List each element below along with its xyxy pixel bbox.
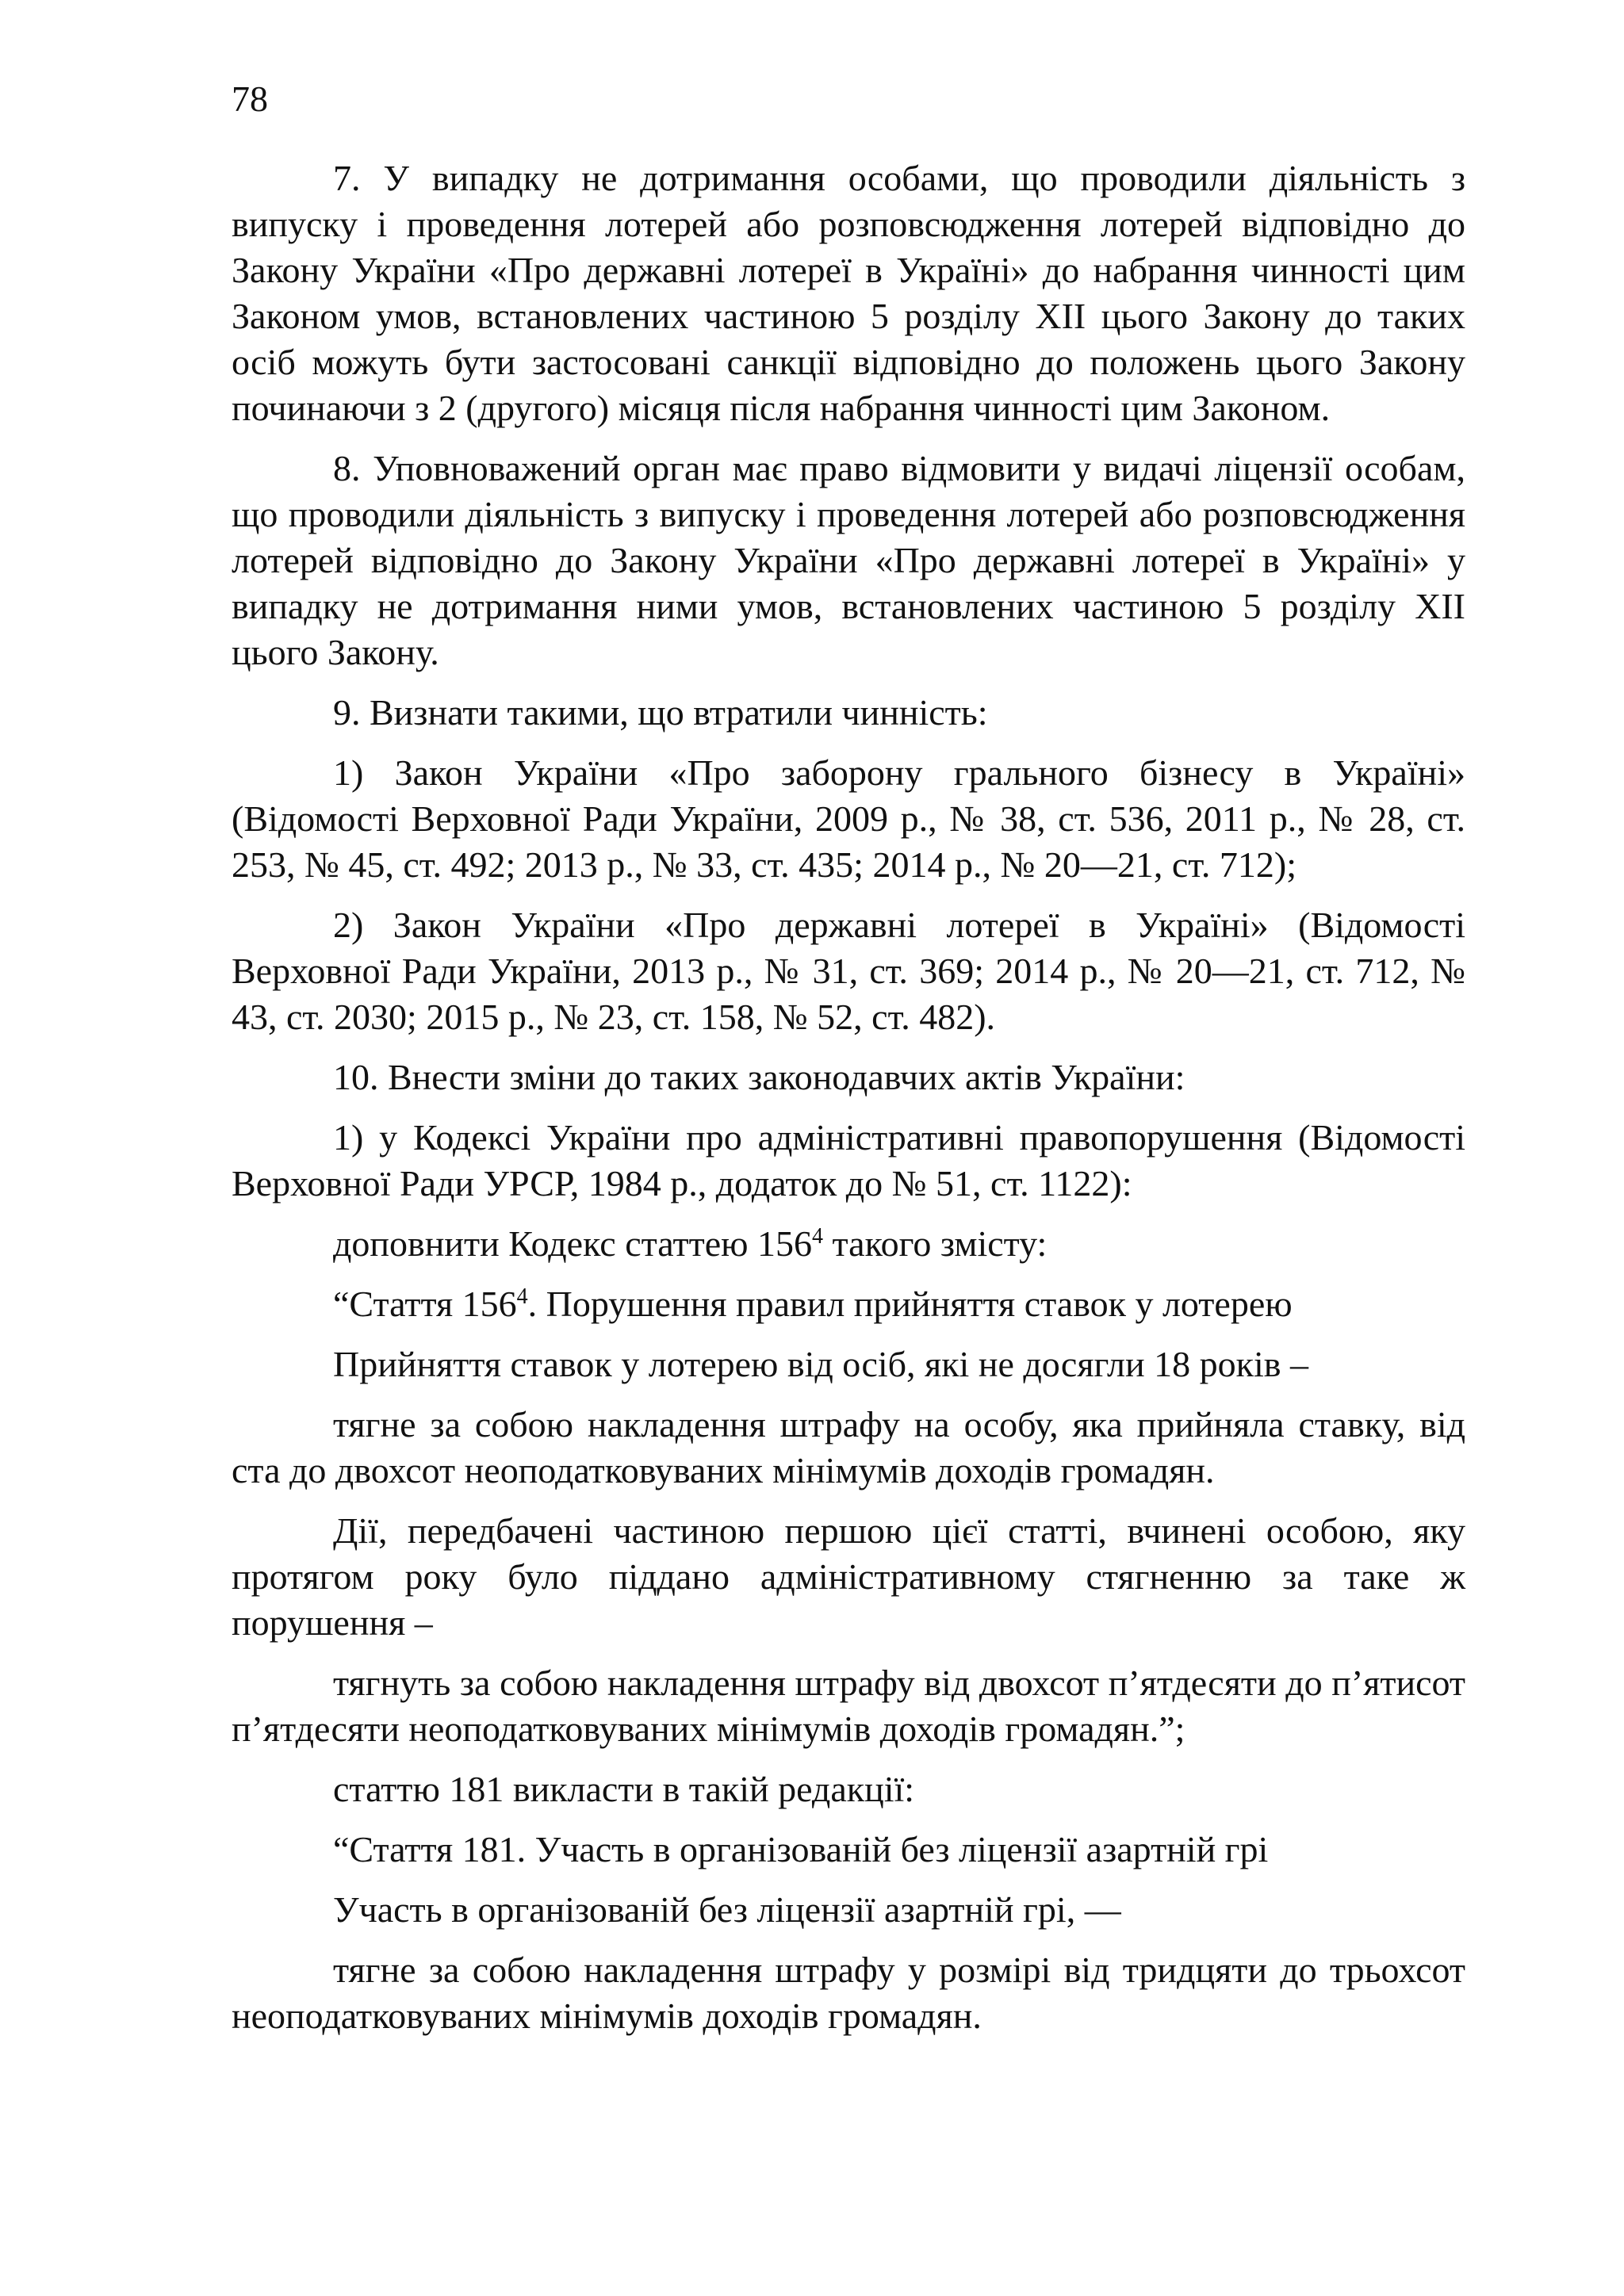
page-number: 78	[232, 78, 268, 119]
article-156-4-title-pre: “Стаття 156	[333, 1284, 517, 1324]
paragraph-9-item-1: 1) Закон України «Про заборону грального бізнесу в Україні» (Відомості Верховної Ради України, 2009 р., № 38, ст. 536, 2011 р., № 28, ст. 253, № 45, ст. 492; 2013 р., № 33, ст. 435; 2014 р., № 20—21, ст. 712);	[232, 752, 1465, 885]
article-181-sanction: тягне за собою накладення штрафу у розмірі від тридцяти до трьохсот неоподатковуваних мінімумів доходів громадян.	[232, 1950, 1465, 2036]
amendment-add-article	[232, 1221, 1465, 1267]
paragraph-8: 8. Уповноважений орган має право відмовити у видачі ліцензії особам, що проводили діяльність з випуску і проведення лотерей або розповсюдження лотерей відповідно до Закону України «Про державні лотереї в Україні» у випадку не дотримання ними умов, встановлених частиною 5 розділу XII цього Закону.	[232, 448, 1465, 672]
article-156-4-part-1: Прийняття ставок у лотерею від осіб, які не досягли 18 років –	[333, 1344, 1308, 1384]
superscript-4: 4	[812, 1224, 823, 1249]
article-181-part-1: Участь в організованій без ліцензії азартній грі, —	[333, 1889, 1121, 1930]
article-156-4-title-post: . Порушення правил прийняття ставок у лотерею	[527, 1284, 1293, 1324]
superscript-4: 4	[516, 1284, 528, 1309]
article-156-4-part-2: Дії, передбачені частиною першою цієї статті, вчинені особою, яку протягом року було піддано адміністративному стягненню за таке ж порушення –	[232, 1510, 1465, 1643]
paragraph-9: 9. Визнати такими, що втратили чинність:	[333, 692, 988, 733]
paragraph-10-item-1: 1) у Кодексі України про адміністративні правопорушення (Відомості Верховної Ради УРСР, 1984 р., додаток до № 51, ст. 1122):	[232, 1117, 1465, 1203]
paragraph-9-item-2: 2) Закон України «Про державні лотереї в Україні» (Відомості Верховної Ради України, 2013 р., № 31, ст. 369; 2014 р., № 20—21, ст. 712, № 43, ст. 2030; 2015 р., № 23, ст. 158, № 52, ст. 482).	[232, 905, 1465, 1037]
article-156-4-sanction-1: тягне за собою накладення штрафу на особу, яка прийняла ставку, від ста до двохсот неоподатковуваних мінімумів доходів громадян.	[232, 1404, 1465, 1490]
amendment-add-article-post: такого змісту:	[823, 1223, 1048, 1264]
amendment-add-article-pre: доповнити Кодекс статтею 156	[333, 1223, 812, 1264]
paragraph-10: 10. Внести зміни до таких законодавчих актів України:	[333, 1057, 1185, 1097]
amendment-article-181: статтю 181 викласти в такій редакції:	[333, 1769, 915, 1809]
article-156-4-sanction-2: тягнуть за собою накладення штрафу від двохсот п’ятдесяти до п’ятисот п’ятдесяти неоподатковуваних мінімумів доходів громадян.”;	[232, 1663, 1465, 1749]
document-body	[232, 155, 1465, 2053]
article-156-4-title	[232, 1281, 1465, 1327]
paragraph-7: 7. У випадку не дотримання особами, що проводили діяльність з випуску і проведення лотерей або розповсюдження лотерей відповідно до Закону України «Про державні лотереї в Україні» до набрання чинності цим Законом умов, встановлених частиною 5 розділу XII цього Закону до таких осіб можуть бути застосовані санкції відповідно до положень цього Закону починаючи з 2 (другого) місяця після набрання чинності цим Законом.	[232, 158, 1465, 428]
article-181-title: “Стаття 181. Участь в організованій без ліцензії азартній грі	[333, 1829, 1269, 1869]
